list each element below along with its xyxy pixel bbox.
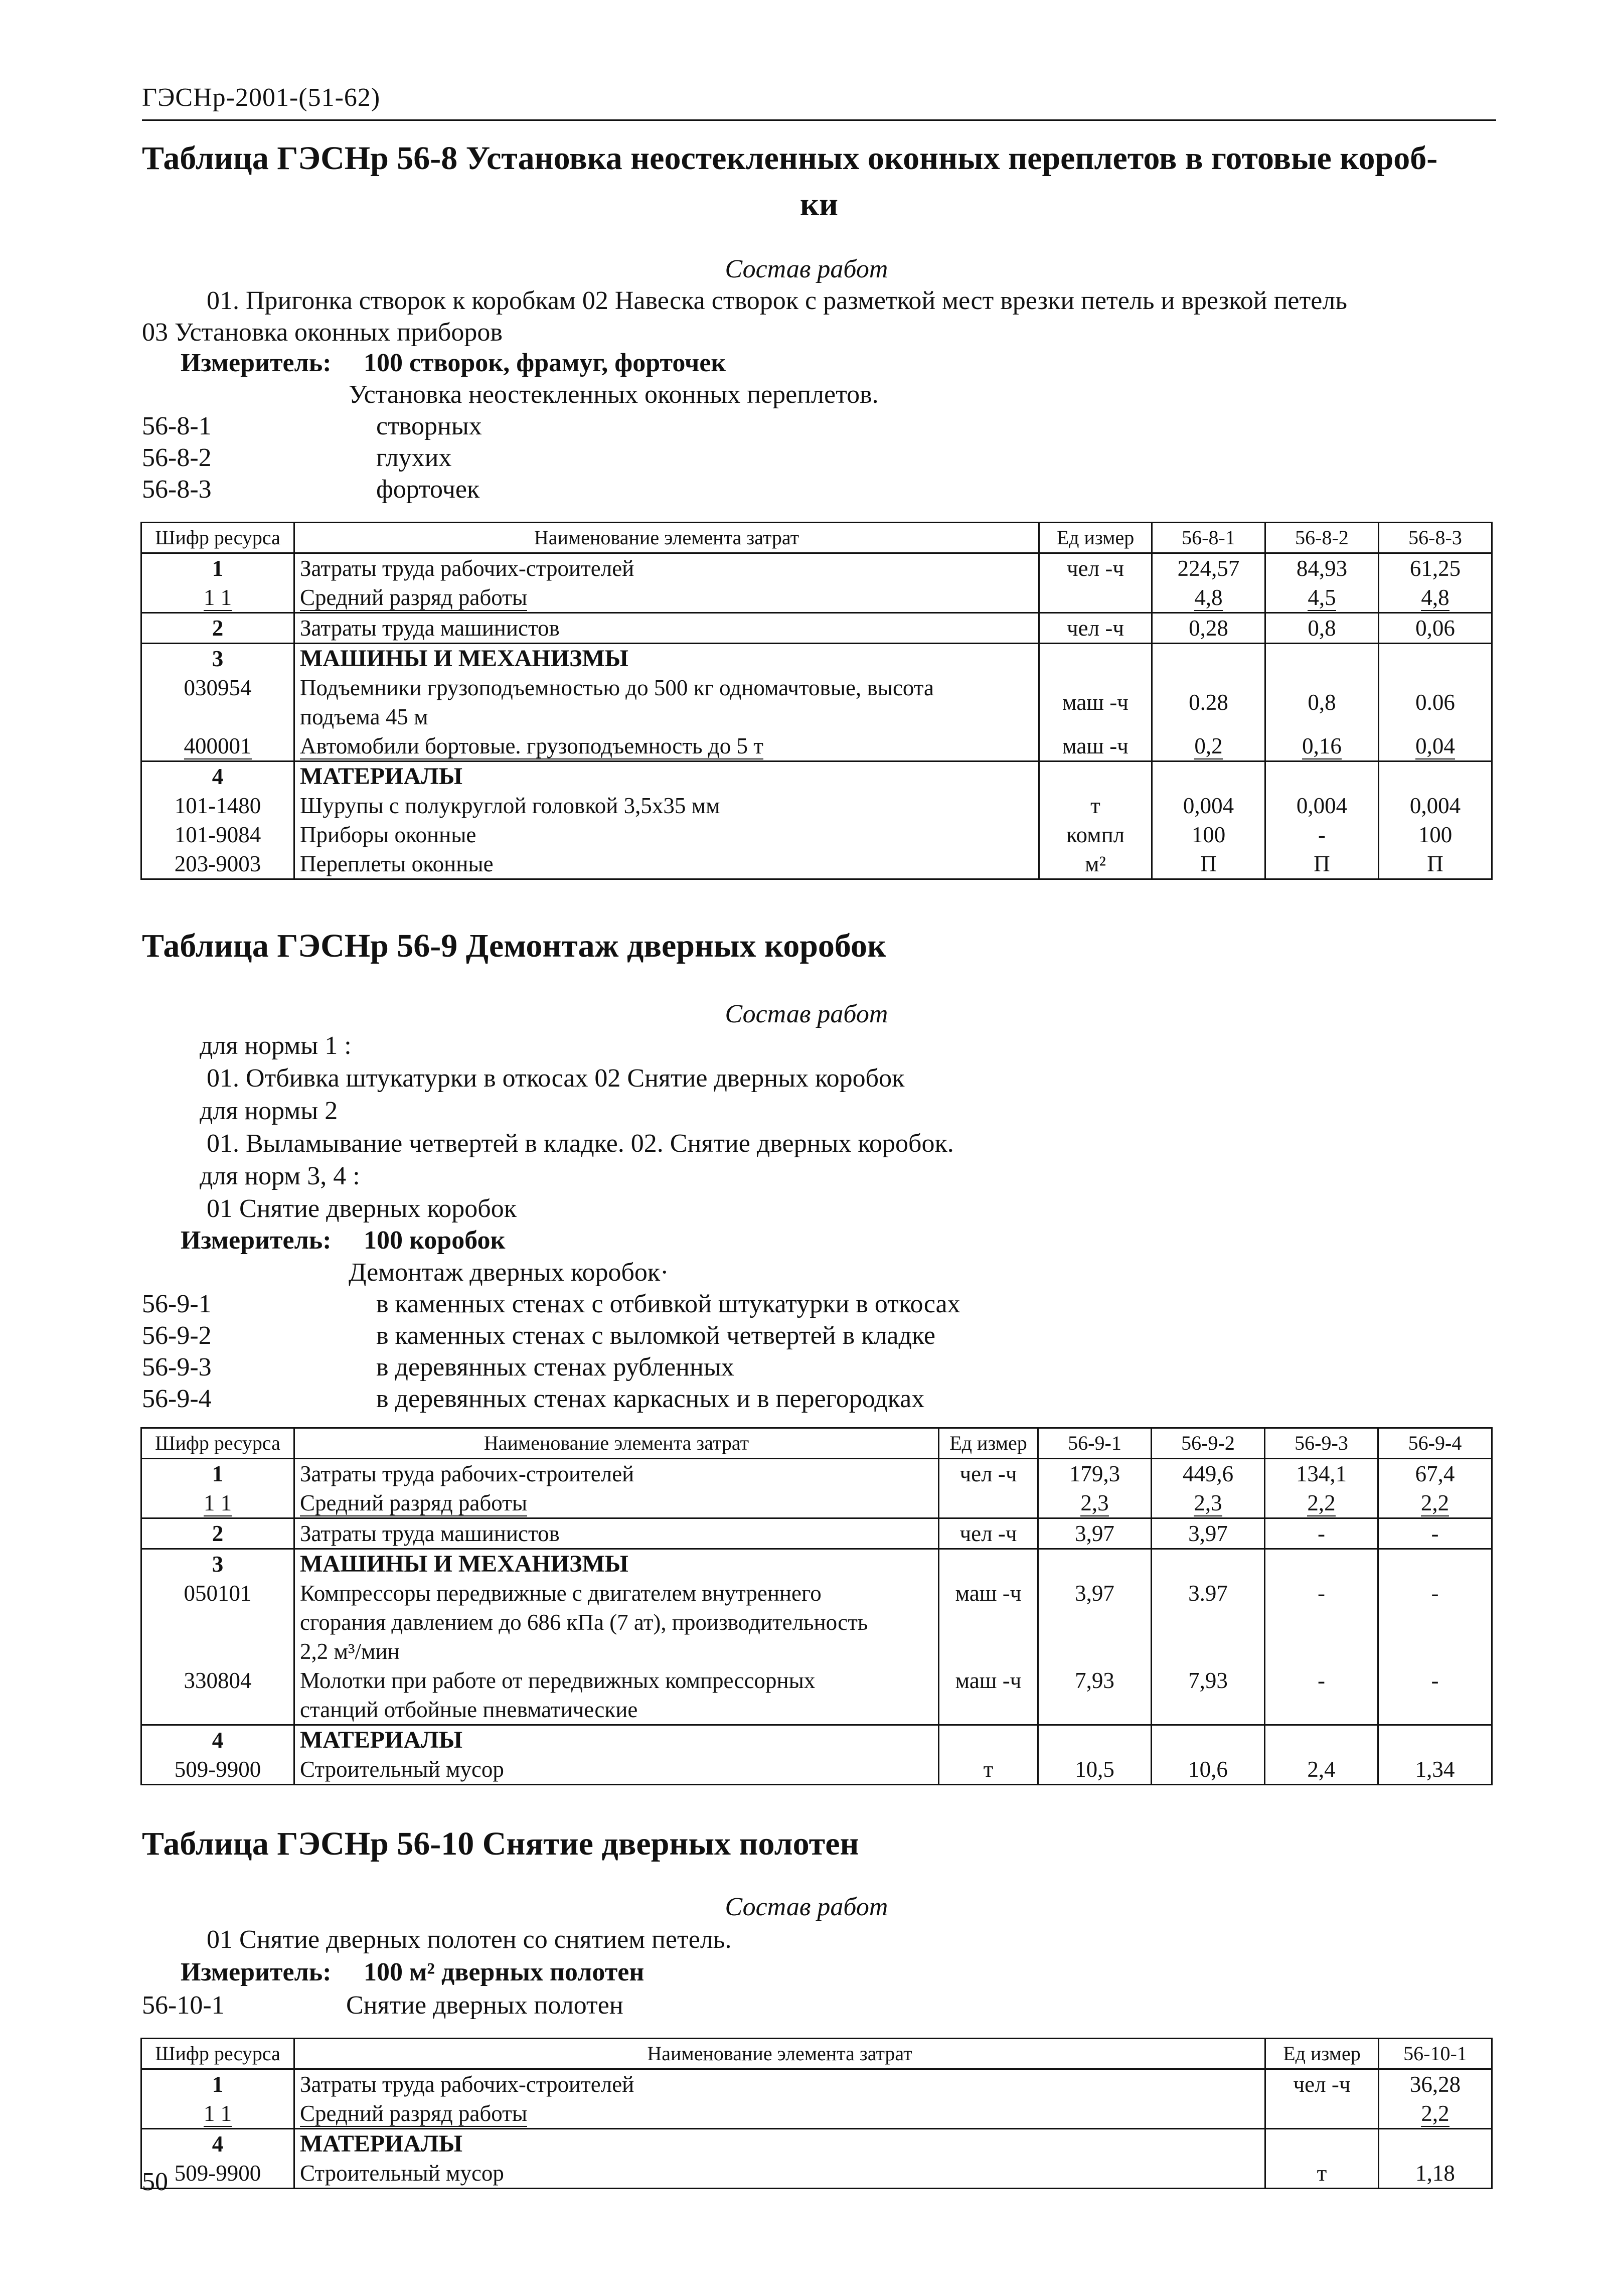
resource-code: 2: [141, 1518, 294, 1549]
col-header: 56-9-4: [1378, 1428, 1492, 1459]
norm-code: 56-9-4: [142, 1385, 212, 1413]
resource-name: Затраты труда рабочих-строителей: [294, 553, 1039, 583]
value-cell: 2,3: [1194, 1490, 1222, 1515]
col-header: 56-9-3: [1265, 1428, 1378, 1459]
resource-name: Затраты труда машинистов: [294, 1518, 939, 1549]
table-row: [141, 849, 1492, 879]
resource-code: 400001: [184, 733, 252, 758]
work-line: для норм 3, 4 :: [200, 1162, 360, 1190]
value-cell: 67,4: [1378, 1459, 1492, 1489]
table-row: [141, 820, 1492, 849]
table-title: Таблица ГЭСНр 56-10 Снятие дверных полотен: [142, 1825, 859, 1862]
value-cell: 0,04: [1415, 733, 1455, 758]
resource-code: 101-9084: [141, 820, 294, 849]
work-line: для нормы 1 :: [200, 1031, 352, 1060]
col-header: Шифр ресурса: [141, 2039, 294, 2069]
value-cell: 2,2: [1421, 2101, 1449, 2126]
table-title-cont: ки: [799, 186, 839, 223]
unit-cell: компл: [1039, 820, 1152, 849]
table-row: [141, 1488, 1492, 1518]
table-row: [141, 583, 1492, 613]
section-title: МАТЕРИАЛЫ: [294, 2129, 1265, 2159]
table-row: [141, 1725, 1492, 1755]
value-cell: 1,18: [1379, 2159, 1492, 2189]
work-line: для нормы 2: [200, 1097, 338, 1125]
value-cell: 3,97: [1038, 1518, 1152, 1549]
value-cell: 2,2: [1420, 1490, 1449, 1515]
resource-name: Строительный мусор: [294, 2159, 1265, 2189]
value-cell: 7,93: [1152, 1666, 1265, 1725]
value-cell: 0,8: [1265, 613, 1379, 644]
table-header-row: [141, 523, 1492, 553]
resource-name: Переплеты оконные: [294, 849, 1039, 879]
table-row: [141, 731, 1492, 761]
norm-name: глухих: [376, 443, 452, 472]
sostav-label: Состав работ: [725, 1000, 888, 1028]
norm-group: Демонтаж дверных коробок·: [349, 1258, 669, 1287]
resource-name: Приборы оконные: [294, 820, 1039, 849]
value-cell: 0,16: [1302, 733, 1342, 758]
col-header: 56-8-2: [1265, 523, 1379, 553]
norm-name: в каменных стенах с отбивкой штукатурки в откосах: [376, 1290, 960, 1318]
value-cell: 0.28: [1152, 673, 1265, 731]
value-cell: -: [1265, 1579, 1378, 1666]
table-title: Таблица ГЭСНр 56-9 Демонтаж дверных коробок: [142, 928, 887, 964]
resource-code: 4: [141, 1725, 294, 1755]
value-cell: -: [1378, 1518, 1492, 1549]
table-row: [141, 791, 1492, 820]
izmeritel-value: 100 створок, фрамуг, форточек: [364, 349, 726, 377]
sostav-label: Состав работ: [725, 1893, 888, 1921]
value-cell: 224,57: [1152, 553, 1265, 583]
norm-name: в деревянных стенах каркасных и в перегородках: [376, 1385, 925, 1413]
resource-name: Средний разряд работы: [300, 585, 528, 610]
norm-code: 56-8-2: [142, 443, 212, 472]
resource-code: 1 1: [203, 585, 232, 610]
resource-name: Строительный мусор: [294, 1755, 939, 1785]
value-cell: 100: [1379, 820, 1492, 849]
col-header: 56-8-3: [1379, 523, 1492, 553]
resource-code: 2: [141, 613, 294, 644]
col-header: 56-9-1: [1038, 1428, 1152, 1459]
resource-name: Подъемники грузоподъемностью до 500 кг одномачтовые, высота: [300, 675, 934, 700]
unit-cell: чел -ч: [1265, 2069, 1379, 2099]
value-cell: 0,06: [1379, 613, 1492, 644]
resource-code: 203-9003: [141, 849, 294, 879]
value-cell: 0.06: [1379, 673, 1492, 731]
norm-code: 56-8-3: [142, 475, 212, 504]
value-cell: -: [1265, 1518, 1378, 1549]
col-header: 56-8-1: [1152, 523, 1265, 553]
table-row: [141, 1755, 1492, 1785]
norm-name: в каменных стенах с выломкой четвертей в кладке: [376, 1321, 935, 1350]
col-header: Ед измер: [939, 1428, 1038, 1459]
work-line: 01. Пригонка створок к коробкам 02 Навеска створок с разметкой мест врезки петель и врезкой петель: [207, 286, 1347, 315]
resource-table: [140, 1427, 1493, 1785]
unit-cell: маш -ч: [939, 1579, 1038, 1666]
norm-name: форточек: [376, 475, 480, 504]
section-title: МАТЕРИАЛЫ: [294, 761, 1039, 792]
page-header: ГЭСНр-2001-(51-62): [142, 83, 381, 112]
value-cell: 0,004: [1265, 791, 1379, 820]
norm-name: створных: [376, 412, 482, 440]
col-header: Наименование элемента затрат: [294, 523, 1039, 553]
resource-name: Компрессоры передвижные с двигателем внутреннего: [300, 1581, 822, 1606]
resource-code: 4: [141, 761, 294, 792]
value-cell: 134,1: [1265, 1459, 1378, 1489]
resource-code: 509-9900: [141, 1755, 294, 1785]
izmeritel-value: 100 коробок: [364, 1226, 506, 1255]
value-cell: 2,2: [1307, 1490, 1336, 1515]
page-number: 50: [142, 2168, 168, 2196]
resource-code: 1 1: [203, 2101, 232, 2126]
resource-code: 4: [141, 2129, 294, 2159]
resource-code: 050101: [141, 1579, 294, 1666]
unit-cell: чел -ч: [1039, 613, 1152, 644]
col-header: Шифр ресурса: [141, 1428, 294, 1459]
section-title: МАТЕРИАЛЫ: [294, 1725, 939, 1755]
value-cell: 0,8: [1265, 673, 1379, 731]
table-row: [141, 761, 1492, 792]
resource-table: [140, 522, 1493, 880]
sostav-label: Состав работ: [725, 255, 888, 283]
col-header: Наименование элемента затрат: [294, 1428, 939, 1459]
value-cell: 84,93: [1265, 553, 1379, 583]
value-cell: 179,3: [1038, 1459, 1152, 1489]
unit-cell: т: [1039, 791, 1152, 820]
table-row: [141, 1549, 1492, 1579]
header-rule: [142, 119, 1496, 121]
resource-name: Затраты труда машинистов: [294, 613, 1039, 644]
unit-cell: чел -ч: [939, 1518, 1038, 1549]
table-row: [141, 1518, 1492, 1549]
table-row: [141, 553, 1492, 583]
value-cell: 7,93: [1038, 1666, 1152, 1725]
value-cell: -: [1378, 1666, 1492, 1725]
value-cell: 4,8: [1194, 585, 1223, 610]
resource-name: Молотки при работе от передвижных компрессорных: [300, 1668, 816, 1693]
unit-cell: [1265, 2099, 1379, 2129]
resource-name: Затраты труда рабочих-строителей: [294, 2069, 1265, 2099]
resource-code: 3: [141, 644, 294, 674]
resource-name: Затраты труда рабочих-строителей: [294, 1459, 939, 1489]
value-cell: 3,97: [1152, 1518, 1265, 1549]
unit-cell: [1039, 583, 1152, 613]
col-header: Ед измер: [1265, 2039, 1379, 2069]
col-header: 56-9-2: [1152, 1428, 1265, 1459]
resource-name: Средний разряд работы: [300, 1490, 528, 1515]
resource-code: 330804: [141, 1666, 294, 1725]
norm-code: 56-10-1: [142, 1991, 225, 2020]
table-row: [141, 1579, 1492, 1666]
unit-cell: чел -ч: [1039, 553, 1152, 583]
value-cell: -: [1265, 1666, 1378, 1725]
value-cell: П: [1152, 849, 1265, 879]
resource-name-cont: сгорания давлением до 686 кПа (7 ат), производительность: [300, 1610, 868, 1635]
resource-code: 1: [141, 1459, 294, 1489]
resource-name: Средний разряд работы: [300, 2101, 528, 2126]
resource-name: Автомобили бортовые. грузоподъемность до 5 т: [300, 733, 763, 758]
table-header-row: [141, 1428, 1492, 1459]
unit-cell: т: [939, 1755, 1038, 1785]
norm-code: 56-9-1: [142, 1290, 212, 1318]
resource-code: 1: [141, 2069, 294, 2099]
table-title: Таблица ГЭСНр 56-8 Установка неостекленных оконных переплетов в готовые короб-: [142, 140, 1438, 177]
izmeritel-label: Измеритель:: [181, 349, 332, 377]
resource-name-cont: станций отбойные пневматические: [300, 1697, 638, 1722]
value-cell: 4,8: [1421, 585, 1449, 610]
work-line: 01. Отбивка штукатурки в откосах 02 Снятие дверных коробок: [207, 1064, 905, 1093]
norm-name: Снятие дверных полотен: [346, 1991, 623, 2020]
resource-code: 1 1: [203, 1490, 232, 1515]
section-title: МАШИНЫ И МЕХАНИЗМЫ: [294, 644, 1039, 674]
value-cell: 1,34: [1378, 1755, 1492, 1785]
resource-code: 030954: [141, 673, 294, 731]
table-row: [141, 2099, 1492, 2129]
value-cell: 10,6: [1152, 1755, 1265, 1785]
table-row: [141, 673, 1492, 731]
col-header: Ед измер: [1039, 523, 1152, 553]
izmeritel-label: Измеритель:: [181, 1958, 332, 1986]
value-cell: П: [1379, 849, 1492, 879]
value-cell: 0,28: [1152, 613, 1265, 644]
value-cell: 0,2: [1194, 733, 1223, 758]
unit-cell: чел -ч: [939, 1459, 1038, 1489]
col-header: Шифр ресурса: [141, 523, 294, 553]
value-cell: 4,5: [1308, 585, 1336, 610]
norm-code: 56-9-3: [142, 1353, 212, 1382]
unit-cell: м²: [1039, 849, 1152, 879]
value-cell: П: [1265, 849, 1379, 879]
value-cell: 10,5: [1038, 1755, 1152, 1785]
izmeritel-value: 100 м² дверных полотен: [364, 1958, 645, 1986]
resource-name-cont: 2,2 м³/мин: [300, 1639, 400, 1664]
unit-cell: маш -ч: [939, 1666, 1038, 1725]
resource-code: 3: [141, 1549, 294, 1579]
table-row: [141, 613, 1492, 644]
table-row: [141, 644, 1492, 674]
col-header: Наименование элемента затрат: [294, 2039, 1265, 2069]
value-cell: 3,97: [1038, 1579, 1152, 1666]
table-header-row: [141, 2039, 1492, 2069]
table-row: [141, 2069, 1492, 2099]
unit-cell: [939, 1488, 1038, 1518]
value-cell: 100: [1152, 820, 1265, 849]
norm-group: Установка неостекленных оконных переплетов.: [349, 380, 879, 409]
resource-code: 1: [141, 553, 294, 583]
resource-code: 101-1480: [141, 791, 294, 820]
value-cell: 3.97: [1152, 1579, 1265, 1666]
work-line: 01 Снятие дверных полотен со снятием петель.: [207, 1925, 732, 1954]
work-line: 01 Снятие дверных коробок: [207, 1194, 517, 1223]
norm-code: 56-8-1: [142, 412, 212, 440]
norm-name: в деревянных стенах рубленных: [376, 1353, 734, 1382]
resource-name-cont: подъема 45 м: [300, 704, 428, 729]
unit-cell: маш -ч: [1039, 731, 1152, 761]
table-row: [141, 1666, 1492, 1725]
value-cell: -: [1378, 1579, 1492, 1666]
resource-code: 509-9900: [141, 2159, 294, 2189]
izmeritel-label: Измеритель:: [181, 1226, 332, 1255]
resource-name: Шурупы с полукруглой головкой 3,5x35 мм: [294, 791, 1039, 820]
value-cell: -: [1265, 820, 1379, 849]
value-cell: 61,25: [1379, 553, 1492, 583]
value-cell: 2,3: [1080, 1490, 1109, 1515]
value-cell: 0,004: [1152, 791, 1265, 820]
norm-code: 56-9-2: [142, 1321, 212, 1350]
table-row: [141, 2159, 1492, 2189]
unit-cell: т: [1265, 2159, 1379, 2189]
value-cell: 0,004: [1379, 791, 1492, 820]
table-row: [141, 2129, 1492, 2159]
section-title: МАШИНЫ И МЕХАНИЗМЫ: [294, 1549, 939, 1579]
value-cell: 449,6: [1152, 1459, 1265, 1489]
work-line: 01. Выламывание четвертей в кладке. 02. Снятие дверных коробок.: [207, 1129, 954, 1158]
table-row: [141, 1459, 1492, 1489]
value-cell: 36,28: [1379, 2069, 1492, 2099]
value-cell: 2,4: [1265, 1755, 1378, 1785]
work-line: 03 Установка оконных приборов: [142, 318, 503, 347]
unit-cell: маш -ч: [1039, 673, 1152, 731]
resource-table: [140, 2038, 1493, 2189]
col-header: 56-10-1: [1379, 2039, 1492, 2069]
